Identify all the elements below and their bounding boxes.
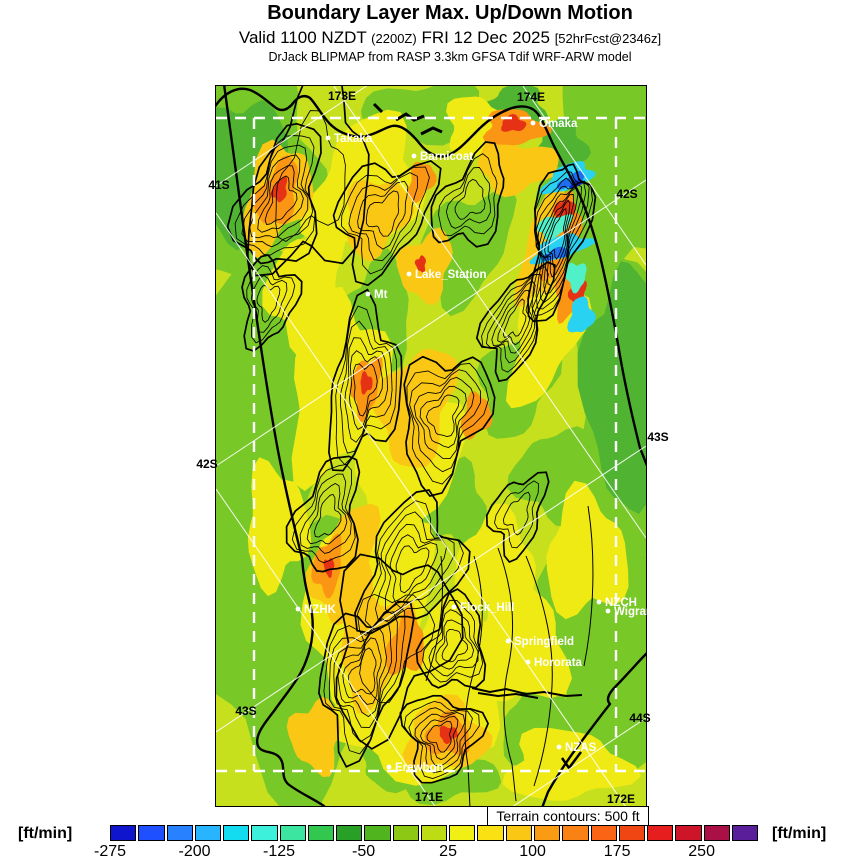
grid-label: 44S [629, 711, 651, 725]
site-label: Wigram [614, 606, 657, 618]
colorbar-segment [364, 825, 390, 841]
colorbar-segment [393, 825, 419, 841]
colorbar-segment [675, 825, 701, 841]
map-graphics [157, 0, 703, 861]
grid-label: 41S [208, 178, 230, 192]
colorbar-tick: -125 [263, 843, 296, 860]
unit-label-left: [ft/min] [18, 825, 73, 842]
colorbar-segment [506, 825, 532, 841]
grid-label: 173E [327, 89, 357, 103]
site-label: Barnicoat [420, 151, 474, 163]
map-frame [196, 85, 669, 807]
map-canvas [196, 86, 669, 806]
colorbar-segment [336, 825, 362, 841]
site-dot [531, 121, 536, 126]
colorbar-segment [110, 825, 136, 841]
site-label: Omaka [539, 118, 578, 130]
colorbar-segment [280, 825, 306, 841]
colorbar-segment [167, 825, 193, 841]
colorbar-segment [704, 825, 730, 841]
page-title: Boundary Layer Max. Up/Down Motion [267, 2, 633, 24]
colorbar-tick: -200 [178, 843, 211, 860]
colorbar-segment [251, 825, 277, 841]
site-label: Takaka [334, 133, 373, 145]
grid-label: 171E [414, 790, 444, 804]
colorbar-segment [308, 825, 334, 841]
site-label: NZHK [304, 604, 336, 616]
colorbar-tick: -50 [352, 843, 376, 860]
colorbar-segment [619, 825, 645, 841]
colorbar-tick: 25 [439, 843, 457, 860]
colorbar-segment [732, 825, 758, 841]
site-dot [506, 639, 511, 644]
site-label: Springfield [514, 636, 575, 648]
site-dot [412, 154, 417, 159]
forecast-info: [52hrFcst@2346z] [554, 31, 662, 46]
site-dot [526, 660, 531, 665]
model-line: DrJack BLIPMAP from RASP 3.3km GFSA Tdif WRF-ARW model [268, 50, 632, 64]
colorbar-segment [477, 825, 503, 841]
site-dot [387, 765, 392, 770]
site-label: Hororata [534, 657, 582, 669]
colorbar-segment [562, 825, 588, 841]
site-dot [452, 605, 457, 610]
header [25, 2, 850, 64]
grid-label: 43S [235, 704, 257, 718]
colorbar-tick: -275 [93, 843, 127, 860]
colorbar-tick: 175 [603, 843, 631, 860]
site-dot [366, 292, 371, 297]
valid-time-line [25, 28, 850, 48]
colorbar-segment [223, 825, 249, 841]
valid-date: FRI 12 Dec 2025 [421, 28, 550, 47]
grid-label: 42S [616, 187, 638, 201]
colorbar-segment [591, 825, 617, 841]
site-dot [407, 272, 412, 277]
site-label: Lake_Station [415, 269, 487, 281]
valid-utc: (2200Z) [371, 31, 417, 46]
site-label: Flock_Hill [460, 602, 515, 614]
grid-label: 174E [516, 90, 546, 104]
grid-label: 172E [606, 792, 636, 806]
colorbar-segment [449, 825, 475, 841]
colorbar-segment [421, 825, 447, 841]
colorbar [110, 825, 758, 841]
unit-label-right: [ft/min] [772, 825, 827, 842]
colorbar-tick: 250 [688, 843, 715, 860]
site-dot [326, 136, 331, 141]
site-label: NZCH [605, 597, 637, 609]
colorbar-segment [138, 825, 164, 841]
site-label: Mt [374, 289, 388, 301]
colorbar-segment [647, 825, 673, 841]
colorbar-tick: 100 [519, 843, 546, 860]
colorbar-segment [195, 825, 221, 841]
site-dot [606, 609, 611, 614]
site-dot [557, 745, 562, 750]
grid-label: 43S [647, 430, 669, 444]
site-label: Erewhon [395, 762, 444, 774]
site-dot [296, 607, 301, 612]
site-label: NZAS [565, 742, 597, 754]
valid-prefix: Valid 1100 NZDT [238, 28, 367, 47]
site-dot [597, 600, 602, 605]
grid-label: 42S [196, 457, 218, 471]
colorbar-segment [534, 825, 560, 841]
terrain-contours-note: Terrain contours: 500 ft [487, 806, 649, 826]
